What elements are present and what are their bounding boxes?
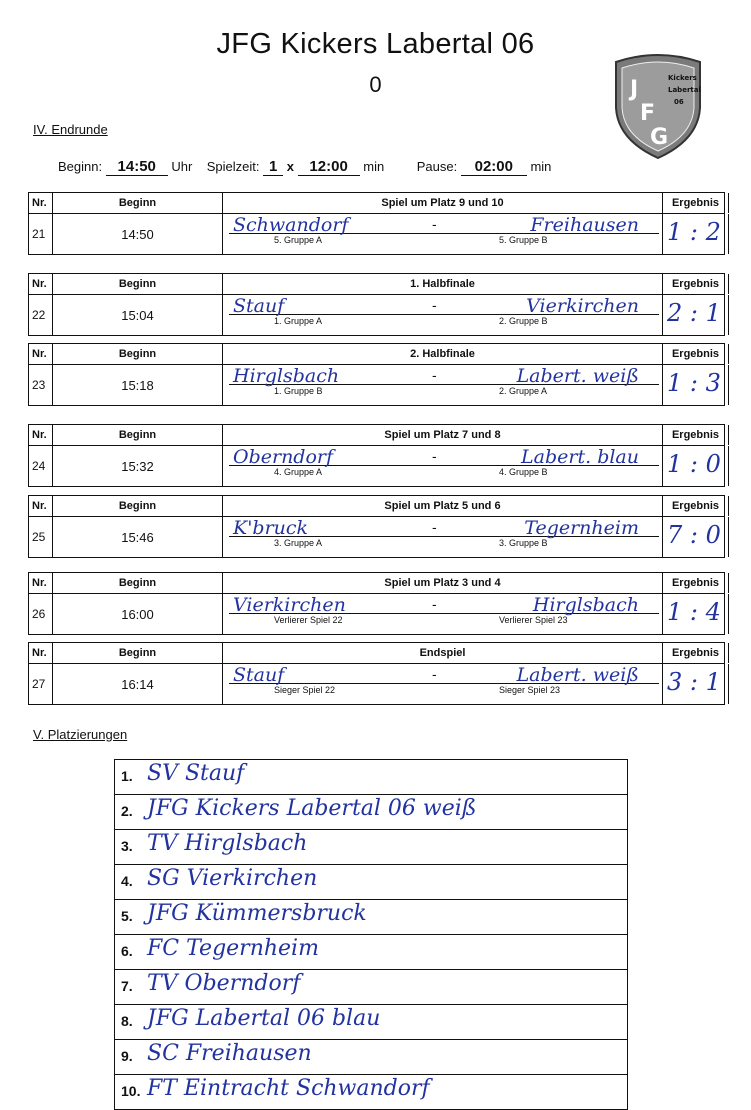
match-result: 1 : 0 — [667, 450, 721, 478]
logo-text-06: 06 — [674, 98, 684, 106]
match-block-26 — [28, 572, 725, 635]
ranking-row — [115, 1040, 627, 1075]
match-result: 3 : 1 — [667, 668, 721, 696]
team-b-label: 4. Gruppe B — [499, 467, 548, 477]
ranking-row — [115, 760, 627, 795]
team-a-label: 1. Gruppe B — [274, 386, 323, 396]
logo-initial-g: G — [650, 125, 669, 150]
team-b-label: 3. Gruppe B — [499, 538, 548, 548]
match-header — [29, 274, 724, 295]
ranking-row — [115, 830, 627, 865]
match-block-25 — [28, 495, 725, 558]
team-b: Labert. weiß — [516, 664, 639, 686]
rank-number: 5. — [121, 908, 133, 924]
team-a: Schwandorf — [233, 214, 349, 236]
team-b: Tegernheim — [524, 517, 639, 539]
rank-number: 4. — [121, 873, 133, 889]
match-row — [29, 446, 724, 486]
team-b-label: Sieger Spiel 23 — [499, 685, 561, 695]
col-result: Ergebnis — [663, 643, 729, 663]
rank-number: 9. — [121, 1048, 133, 1064]
match-result: 1 : 4 — [667, 598, 721, 626]
ranking-row — [115, 1075, 627, 1109]
col-result: Ergebnis — [663, 274, 729, 294]
ranking-row — [115, 795, 627, 830]
ranking-row — [115, 900, 627, 935]
match-nr: 24 — [29, 446, 53, 486]
match-result: 1 : 2 — [667, 218, 721, 246]
match-block-24 — [28, 424, 725, 487]
rank-team: JFG Labertal 06 blau — [147, 1006, 381, 1031]
match-row — [29, 214, 724, 254]
team-b-label: 2. Gruppe A — [499, 386, 548, 396]
team-b-label: 5. Gruppe B — [499, 235, 548, 245]
tournament-params — [58, 158, 551, 176]
match-title: Spiel um Platz 9 und 10 — [223, 193, 663, 213]
match-nr: 26 — [29, 594, 53, 634]
rank-number: 2. — [121, 803, 133, 819]
team-a-label: 5. Gruppe A — [274, 235, 323, 245]
col-begin: Beginn — [53, 193, 223, 213]
pause-value: 02:00 — [461, 158, 527, 176]
team-a-label: 3. Gruppe A — [274, 538, 323, 548]
team-b: Vierkirchen — [526, 295, 639, 317]
team-b: Labert. weiß — [516, 365, 639, 387]
match-title: Spiel um Platz 7 und 8 — [223, 425, 663, 445]
match-header — [29, 643, 724, 664]
rank-team: JFG Kickers Labertal 06 weiß — [147, 796, 477, 821]
col-begin: Beginn — [53, 573, 223, 593]
team-b: Labert. blau — [521, 446, 639, 468]
match-title: Spiel um Platz 5 und 6 — [223, 496, 663, 516]
team-b: Freihausen — [530, 214, 639, 236]
col-result: Ergebnis — [663, 344, 729, 364]
rank-number: 8. — [121, 1013, 133, 1029]
team-a: Hirglsbach — [233, 365, 340, 387]
match-row — [29, 365, 724, 405]
club-logo — [610, 52, 706, 162]
col-nr: Nr. — [29, 274, 53, 294]
col-result: Ergebnis — [663, 193, 729, 213]
playtime-value: 12:00 — [298, 158, 360, 176]
team-a: Stauf — [233, 295, 285, 317]
match-time: 14:50 — [53, 214, 223, 254]
match-block-21 — [28, 192, 725, 255]
begin-unit: Uhr — [171, 159, 193, 174]
team-a: Oberndorf — [233, 446, 334, 468]
match-time: 15:46 — [53, 517, 223, 557]
ranking-row — [115, 865, 627, 900]
match-block-23 — [28, 343, 725, 406]
col-begin: Beginn — [53, 274, 223, 294]
col-nr: Nr. — [29, 643, 53, 663]
rank-team: JFG Kümmersbruck — [147, 901, 367, 926]
match-header — [29, 496, 724, 517]
col-result: Ergebnis — [663, 425, 729, 445]
team-a-label: Verlierer Spiel 22 — [274, 615, 343, 625]
col-nr: Nr. — [29, 425, 53, 445]
begin-label: Beginn: — [58, 159, 103, 174]
col-nr: Nr. — [29, 193, 53, 213]
match-block-27 — [28, 642, 725, 705]
playtime-unit: min — [363, 159, 385, 174]
col-nr: Nr. — [29, 344, 53, 364]
col-result: Ergebnis — [663, 496, 729, 516]
match-result: 7 : 0 — [667, 521, 721, 549]
match-title: Spiel um Platz 3 und 4 — [223, 573, 663, 593]
rank-number: 7. — [121, 978, 133, 994]
rank-team: FT Eintracht Schwandorf — [147, 1076, 430, 1101]
col-nr: Nr. — [29, 496, 53, 516]
ranking-row — [115, 1005, 627, 1040]
match-separator: - — [432, 216, 437, 232]
col-begin: Beginn — [53, 344, 223, 364]
logo-initial-f: F — [640, 101, 656, 126]
pause-unit: min — [530, 159, 552, 174]
logo-initial-j: J — [630, 77, 639, 102]
playtime-label: Spielzeit: — [206, 159, 260, 174]
match-header — [29, 573, 724, 594]
match-separator: - — [432, 519, 437, 535]
match-row — [29, 664, 724, 704]
match-nr: 27 — [29, 664, 53, 704]
team-b-label: 2. Gruppe B — [499, 316, 548, 326]
match-time: 15:04 — [53, 295, 223, 335]
col-begin: Beginn — [53, 425, 223, 445]
match-time: 15:18 — [53, 365, 223, 405]
match-separator: - — [432, 666, 437, 682]
section-final-label: IV. Endrunde — [33, 122, 108, 137]
match-result: 1 : 3 — [667, 369, 721, 397]
match-time: 16:00 — [53, 594, 223, 634]
match-header — [29, 425, 724, 446]
team-a-label: 4. Gruppe A — [274, 467, 323, 477]
logo-text-labertal: Labertal — [668, 86, 701, 94]
match-nr: 22 — [29, 295, 53, 335]
match-row — [29, 295, 724, 335]
team-a: K'bruck — [233, 517, 309, 539]
rank-team: SG Vierkirchen — [147, 866, 318, 891]
team-a-label: 1. Gruppe A — [274, 316, 323, 326]
match-nr: 25 — [29, 517, 53, 557]
match-separator: - — [432, 596, 437, 612]
ranking-row — [115, 935, 627, 970]
ranking-table — [114, 759, 628, 1110]
match-nr: 23 — [29, 365, 53, 405]
match-header — [29, 344, 724, 365]
col-begin: Beginn — [53, 643, 223, 663]
ranking-row — [115, 970, 627, 1005]
rank-number: 10. — [121, 1083, 141, 1099]
col-begin: Beginn — [53, 496, 223, 516]
playtime-count: 1 — [263, 158, 283, 176]
match-row — [29, 594, 724, 634]
section-ranking-label: V. Platzierungen — [33, 727, 128, 742]
page-title: JFG Kickers Labertal 06 — [216, 28, 535, 60]
match-separator: - — [432, 448, 437, 464]
col-nr: Nr. — [29, 573, 53, 593]
begin-value: 14:50 — [106, 158, 168, 176]
rank-team: FC Tegernheim — [147, 936, 319, 961]
match-result: 2 : 1 — [667, 299, 721, 327]
match-title: Endspiel — [223, 643, 663, 663]
logo-text-kickers: Kickers — [668, 74, 697, 82]
rank-team: TV Hirglsbach — [147, 831, 308, 856]
match-title: 2. Halbfinale — [223, 344, 663, 364]
rank-number: 3. — [121, 838, 133, 854]
match-row — [29, 517, 724, 557]
match-separator: - — [432, 367, 437, 383]
match-time: 15:32 — [53, 446, 223, 486]
rank-team: TV Oberndorf — [147, 971, 301, 996]
team-b-label: Verlierer Spiel 23 — [499, 615, 568, 625]
pause-label: Pause: — [416, 159, 458, 174]
team-b: Hirglsbach — [532, 594, 639, 616]
col-result: Ergebnis — [663, 573, 729, 593]
rank-team: SV Stauf — [147, 761, 245, 786]
team-a: Vierkirchen — [233, 594, 346, 616]
match-separator: - — [432, 297, 437, 313]
team-a: Stauf — [233, 664, 285, 686]
page-subtitle: 0 — [369, 72, 382, 97]
match-title: 1. Halbfinale — [223, 274, 663, 294]
playtime-x: x — [286, 159, 294, 174]
rank-number: 6. — [121, 943, 133, 959]
team-a-label: Sieger Spiel 22 — [274, 685, 336, 695]
rank-number: 1. — [121, 768, 133, 784]
match-header — [29, 193, 724, 214]
match-nr: 21 — [29, 214, 53, 254]
match-time: 16:14 — [53, 664, 223, 704]
rank-team: SC Freihausen — [147, 1041, 312, 1066]
match-block-22 — [28, 273, 725, 336]
